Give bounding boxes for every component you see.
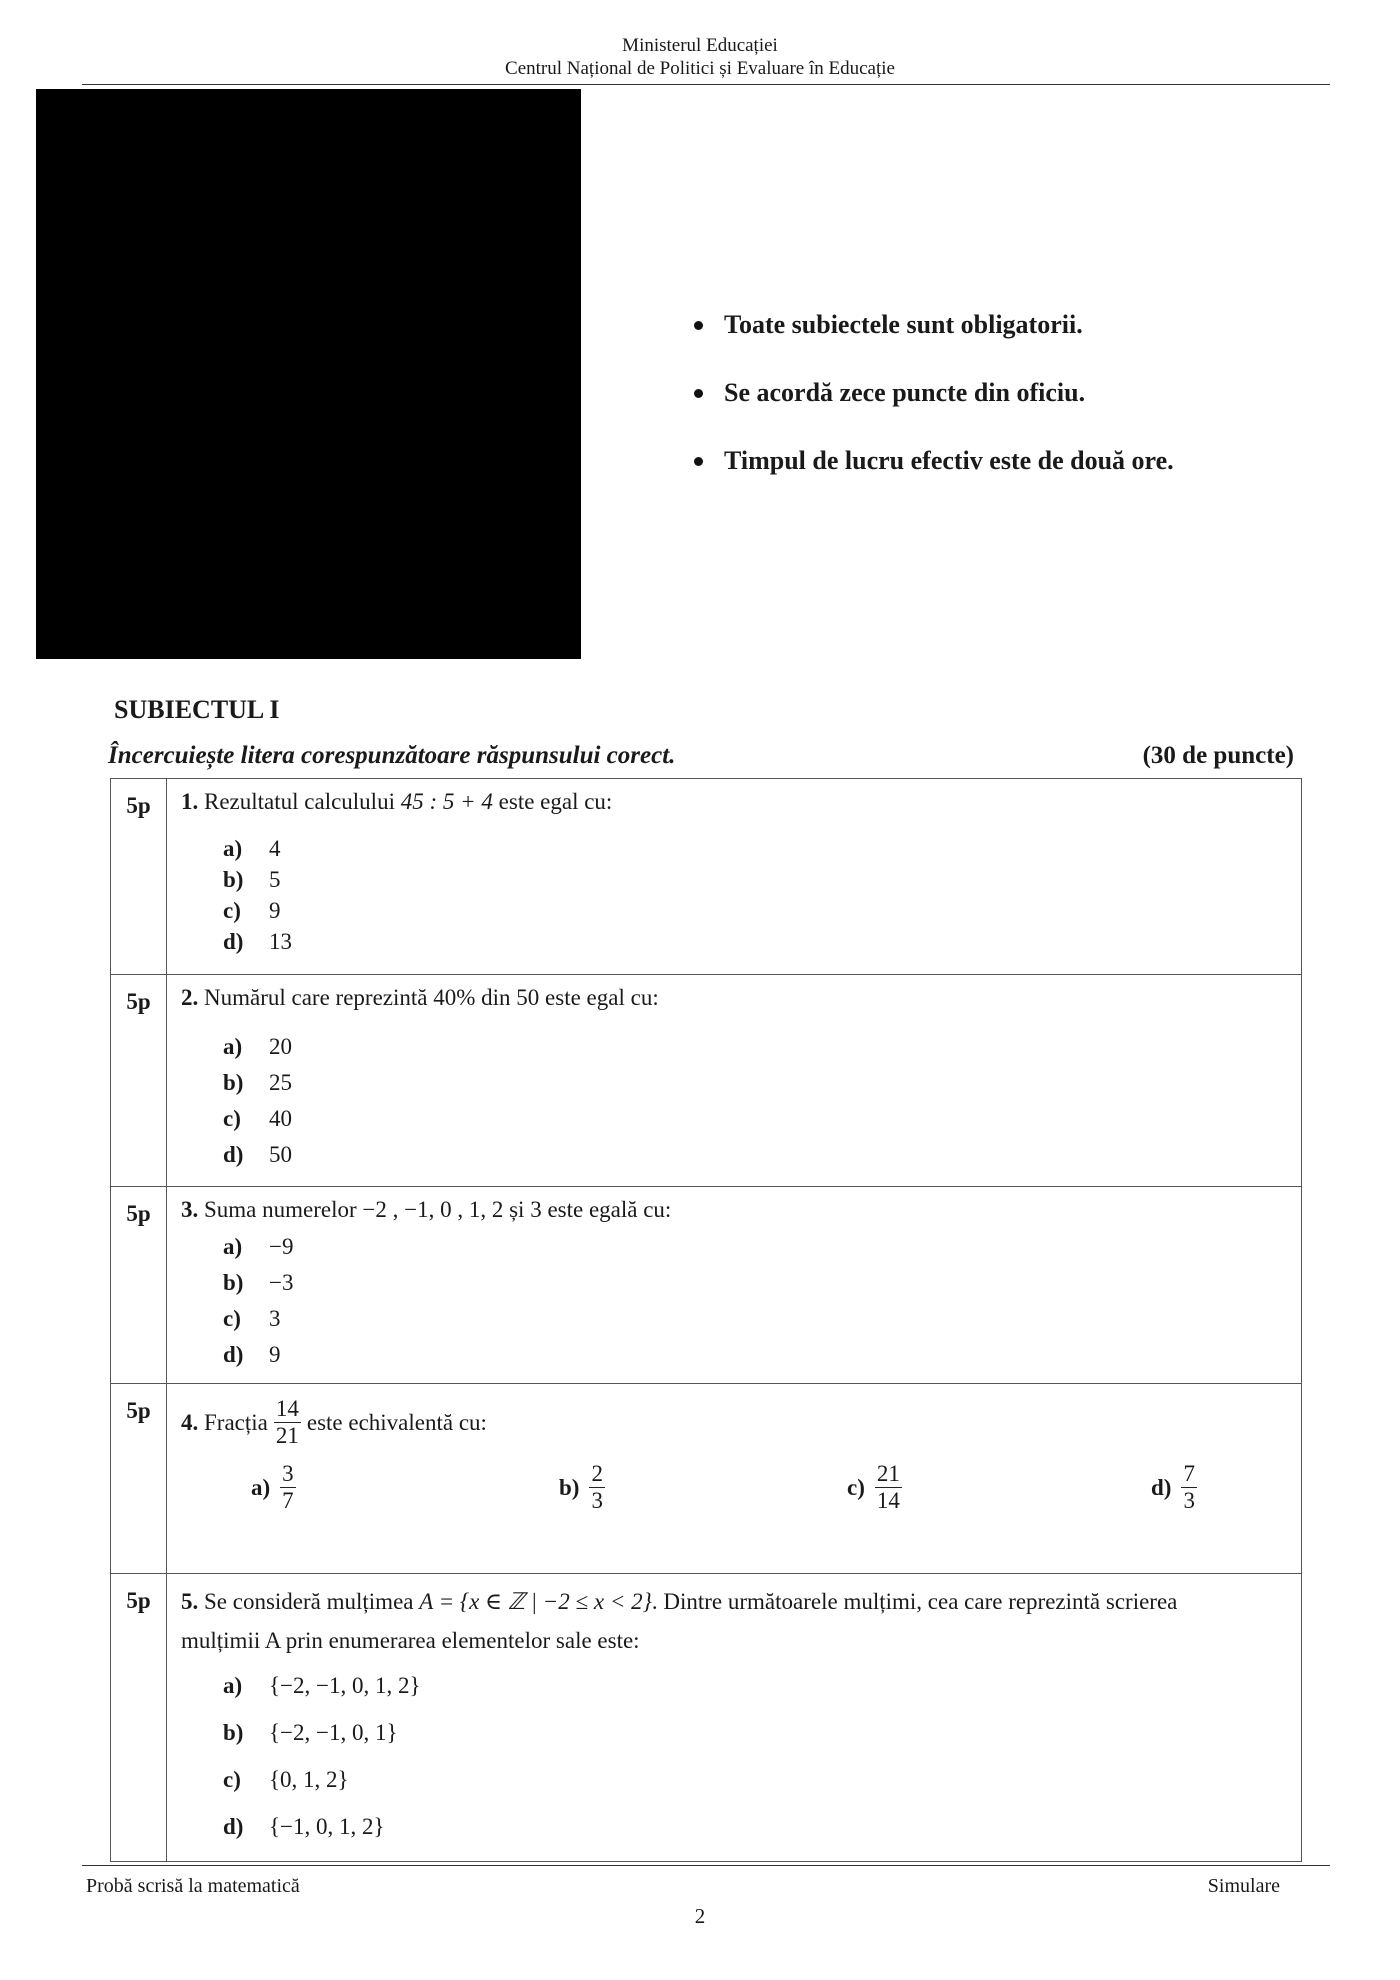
answer-options [223,1029,1301,1173]
rule-item: Se acordă zece puncte din oficiu. [690,378,1174,446]
option-a[interactable]: a) −9 [223,1234,294,1259]
question-points: 5p [111,975,167,1187]
exam-rules [690,310,1174,514]
questions-table [110,778,1302,1862]
question-text: 1. Rezultatul calculului 45 : 5 + 4 este egal cu: [181,789,613,814]
option-c[interactable]: c) 9 [223,898,281,923]
answer-options [223,1662,1301,1850]
question-text: 3. Suma numerelor −2 , −1, 0 , 1, 2 și 3 este egală cu: [181,1197,672,1222]
footer-subject: Probă scrisă la matematică [86,1875,300,1897]
option-b[interactable]: b) −3 [223,1270,294,1295]
question-row [111,1384,1302,1574]
bullet-icon [694,321,703,330]
footer-rule [82,1865,1330,1866]
option-a[interactable]: a) 4 [223,836,281,861]
option-a[interactable]: a) {−2, −1, 0, 1, 2} [223,1673,421,1698]
question-points: 5p [111,779,167,975]
answer-options [223,833,1301,957]
question-points: 5p [111,1384,167,1574]
redacted-block [36,89,581,659]
section-instruction: Încercuiește litera corespunzătoare răspunsului corect. [108,742,676,769]
answer-options [223,1229,1301,1373]
option-c[interactable]: c) 3 [223,1306,281,1331]
bullet-icon [694,389,703,398]
question-text: 4. Fracția $\frac{14}{21}$ este echivalentă cu: [181,1396,487,1448]
question-row [111,1574,1302,1862]
footer-type: Simulare [1207,1875,1280,1897]
rule-item: Timpul de lucru efectiv este de două ore. [690,446,1174,514]
option-b[interactable]: b) $\frac{2}{3}$ [559,1461,603,1513]
option-a[interactable]: a) $\frac{3}{7}$ [251,1461,294,1513]
option-d[interactable]: d) $\frac{7}{3}$ [1151,1461,1195,1513]
page-number: 2 [694,1904,706,1928]
section-points: (30 de puncte) [1142,742,1294,769]
question-text: 5. Se consideră mulțimea A = {x ∈ ℤ | −2 ≤ x < 2}. Dintre următoarele mulțimi, cea care reprezintă scrierea [181,1589,1178,1614]
rule-item: Toate subiectele sunt obligatorii. [690,310,1174,378]
question-text: 2. Numărul care reprezintă 40% din 50 este egal cu: [181,985,659,1010]
option-d[interactable]: d) 50 [223,1142,292,1167]
fraction: $\frac{14}{21}$ [275,1396,299,1448]
section-title: SUBIECTUL I [114,695,280,724]
option-a[interactable]: a) 20 [223,1034,292,1059]
option-d[interactable]: d) 13 [223,929,292,954]
option-b[interactable]: b) 25 [223,1070,292,1095]
option-b[interactable]: b) 5 [223,867,281,892]
page-header [0,34,1400,80]
option-d[interactable]: d) {−1, 0, 1, 2} [223,1814,385,1839]
header-ministry: Ministerul Educației [622,35,778,56]
question-text-cont: mulțimii A prin enumerarea elementelor sale este: [181,1628,640,1653]
option-c[interactable]: c) $\frac{21}{14}$ [847,1461,900,1513]
question-row [111,1187,1302,1384]
option-d[interactable]: d) 9 [223,1342,281,1367]
answer-options [181,1461,1301,1573]
option-b[interactable]: b) {−2, −1, 0, 1} [223,1720,398,1745]
option-c[interactable]: c) 40 [223,1106,292,1131]
question-row [111,779,1302,975]
bullet-icon [694,457,703,466]
question-points: 5p [111,1187,167,1384]
header-rule [82,84,1330,85]
question-points: 5p [111,1574,167,1862]
header-center: Centrul Național de Politici și Evaluare în Educație [505,58,895,79]
question-row [111,975,1302,1187]
option-c[interactable]: c) {0, 1, 2} [223,1767,349,1792]
